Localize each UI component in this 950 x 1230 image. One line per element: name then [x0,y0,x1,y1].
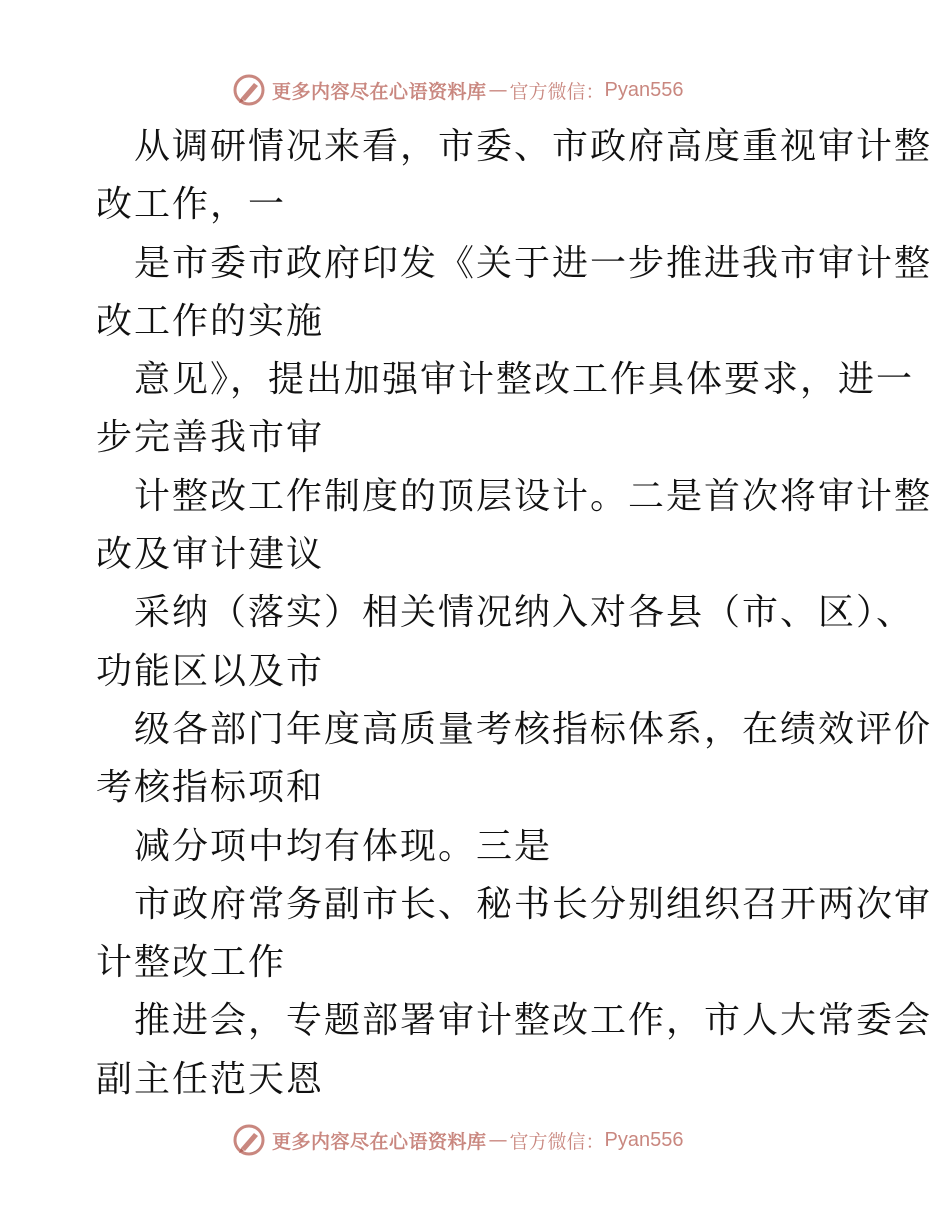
watermark-text: 更多内容尽在心语资料库 [272,1130,487,1153]
text-line: 是市委市政府印发《关于进一步推进我市审计整 [134,242,933,284]
text-line: 市政府常务副市长、秘书长分别组织召开两次审 [134,883,933,925]
document-body [96,118,933,1109]
watermark-subtitle: 官方微信： [509,1130,605,1153]
text-line: 副主任范天恩 [96,1058,325,1100]
text-line: 计整改工作 [96,942,287,984]
text-line: 考核指标项和 [96,767,325,809]
pen-logo-icon [232,1123,266,1157]
text-line: 采纳（落实）相关情况纳入对各县（市、区）、 [134,592,915,634]
watermark-text: 更多内容尽在心语资料库 [272,80,487,103]
watermark-subtitle: 官方微信： [509,80,605,103]
watermark-wechat-id: Pyan556 [604,1128,684,1151]
watermark-dash: — [488,79,508,101]
header-watermark [232,70,684,110]
footer-watermark [232,1120,684,1160]
text-line: 步完善我市审 [96,417,325,459]
text-line: 意见》，提出加强审计整改工作具体要求，进一 [134,359,915,401]
watermark-dash: — [488,1129,508,1151]
text-line: 改工作的实施 [96,300,325,342]
text-line: 计整改工作制度的顶层设计。二是首次将审计整 [134,475,933,517]
text-line: 改工作，一 [96,184,287,226]
text-line: 推进会，专题部署审计整改工作，市人大常委会 [134,1000,933,1042]
text-line: 从调研情况来看，市委、市政府高度重视审计整 [134,126,933,167]
text-line: 减分项中均有体现。三是 [134,825,553,867]
text-line: 级各部门年度高质量考核指标体系，在绩效评价 [134,708,933,750]
text-line: 改及审计建议 [96,534,325,576]
text-line: 功能区以及市 [96,650,325,692]
pen-logo-icon [232,73,266,107]
watermark-wechat-id: Pyan556 [604,78,684,101]
